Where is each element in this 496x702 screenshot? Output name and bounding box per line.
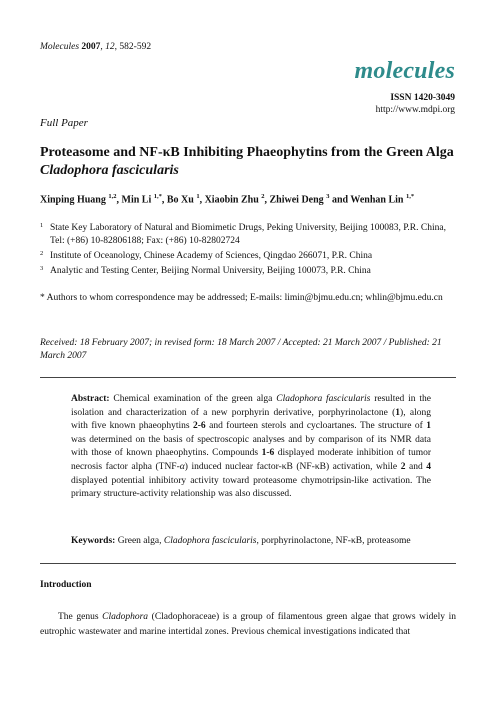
compound-ref: 1 [426, 421, 431, 432]
author-affil: 1,* [405, 193, 415, 200]
keywords-text: Green alga, [115, 536, 164, 546]
abstract-text: was determined on the basis of spectroscopic analyses and by comparison of its NMR data with those of known phaeophytins. Compounds [71, 434, 431, 459]
affiliation-item [40, 250, 460, 263]
affiliation-item [40, 265, 460, 278]
keywords-species: Cladophora fascicularis [163, 536, 257, 546]
abstract-text: and fourteen sterols and cycloartanes. The structure of [205, 421, 427, 432]
abstract-text: ) induced nuclear factor-κB (NF-κB) activation, while [184, 461, 401, 472]
keywords-text: , porphyrinolactone, NF-κB, proteasome [256, 536, 411, 546]
author-name: Xiaobin Zhu [204, 194, 259, 206]
affiliation-text: Institute of Oceanology, Chinese Academy of Sciences, Qingdao 266071, P.R. China [50, 251, 373, 261]
author-name: Wenhan Lin [350, 194, 404, 206]
affiliations [40, 222, 460, 280]
author-name: Xinping Huang [40, 194, 106, 206]
section-heading: Introduction [40, 580, 92, 590]
intro-text: (Cladophoraceae) is a group of filamentous green algae that grows widely in eutrophic wastewater and marine intertidal zones. Previous chemical investigations indicated that [40, 612, 456, 637]
keywords [71, 536, 451, 546]
affiliation-text: Analytic and Testing Center, Beijing Normal University, Beijing 100073, P.R. China [50, 266, 371, 276]
affiliation-number: 2 [40, 250, 44, 257]
author-list: Xinping Huang $^{1,2}$, Min Li $^{1,*}$, Bo Xu $^1$, Xiaobin Zhu $^2$, Zhiwei Deng $^3$ and Wenhan Lin $^{1,*}$ [40, 193, 415, 206]
title-species: Cladophora fascicularis [40, 163, 179, 178]
journal-year: 2007 [81, 42, 101, 52]
title-text: Proteasome and NF-κB Inhibiting Phaeophytins from the Green Alga [40, 145, 454, 160]
journal-citation: Molecules 2007, 12, 582-592 [40, 42, 152, 52]
intro-text: The genus [58, 612, 103, 622]
author-affil: 1 [196, 193, 200, 200]
compound-ref: 1 [395, 407, 401, 418]
author-affil: 2 [261, 193, 265, 200]
abstract-text: and [405, 461, 427, 472]
abstract [71, 393, 431, 502]
abstract-species: Cladophora fascicularis [276, 394, 371, 404]
author-affil: 3 [326, 193, 330, 200]
publication-dates: Received: 18 February 2007; in revised form: 18 March 2007 / Accepted: 21 March 2007 / Published: 21 March 2007 [40, 338, 442, 361]
section-divider [40, 377, 456, 378]
abstract-text: resulted in the isolation and characterization of a new porphyrin derivative, porphyrinolactone ( [71, 394, 431, 418]
compound-ref: 4 [426, 461, 432, 472]
journal-pages: 582-592 [119, 42, 152, 52]
abstract-text: ), along with five known phaeophytins [71, 407, 431, 432]
journal-volume: 12 [105, 42, 115, 52]
journal-name: Molecules [40, 42, 80, 52]
author-name: Bo Xu [166, 194, 194, 206]
section-divider [40, 563, 456, 564]
issn: ISSN 1420-3049 [390, 93, 455, 103]
abstract-text: displayed potential inhibitory activity toward proteasome chymotripsin-like activation. The primary structure-activity relationship was also discussed. [71, 475, 431, 500]
keywords-label: Keywords: [71, 536, 116, 546]
author-name: Zhiwei Deng [269, 194, 324, 206]
abstract-label: Abstract: [71, 394, 110, 404]
intro-genus: Cladophora [102, 612, 149, 622]
correspondence-note: * Authors to whom correspondence may be addressed; E-mails: limin@bjmu.edu.cn; whlin@bjmu.edu.cn [40, 293, 443, 303]
abstract-text: displayed moderate inhibition of tumor necrosis factor alpha (TNF- [71, 448, 431, 472]
paper-type: Full Paper [40, 117, 88, 129]
affiliation-text: State Key Laboratory of Natural and Biomimetic Drugs, Peking University, Beijing 100083, P.R. China, Tel: (+86) 10-82806188; Fax: (+86) 10-82802724 [50, 223, 446, 246]
journal-url[interactable]: http://www.mdpi.org [375, 105, 455, 115]
abstract-text: Chemical examination of the green alga [109, 394, 277, 404]
affiliation-number: 1 [40, 222, 44, 229]
affiliation-number: 3 [40, 265, 44, 272]
author-affil: 1,* [153, 193, 162, 200]
author-affil: 1,2 [108, 193, 117, 200]
compound-ref: 2 [400, 461, 406, 472]
paper-title [40, 144, 460, 180]
compound-ref: 2-6 [193, 421, 206, 432]
alpha-symbol: α [179, 461, 185, 472]
affiliation-item [40, 222, 460, 248]
journal-logo: molecules [354, 58, 455, 84]
intro-paragraph [40, 610, 456, 640]
author-name: Min Li [121, 194, 152, 206]
compound-ref: 1-6 [261, 448, 275, 459]
